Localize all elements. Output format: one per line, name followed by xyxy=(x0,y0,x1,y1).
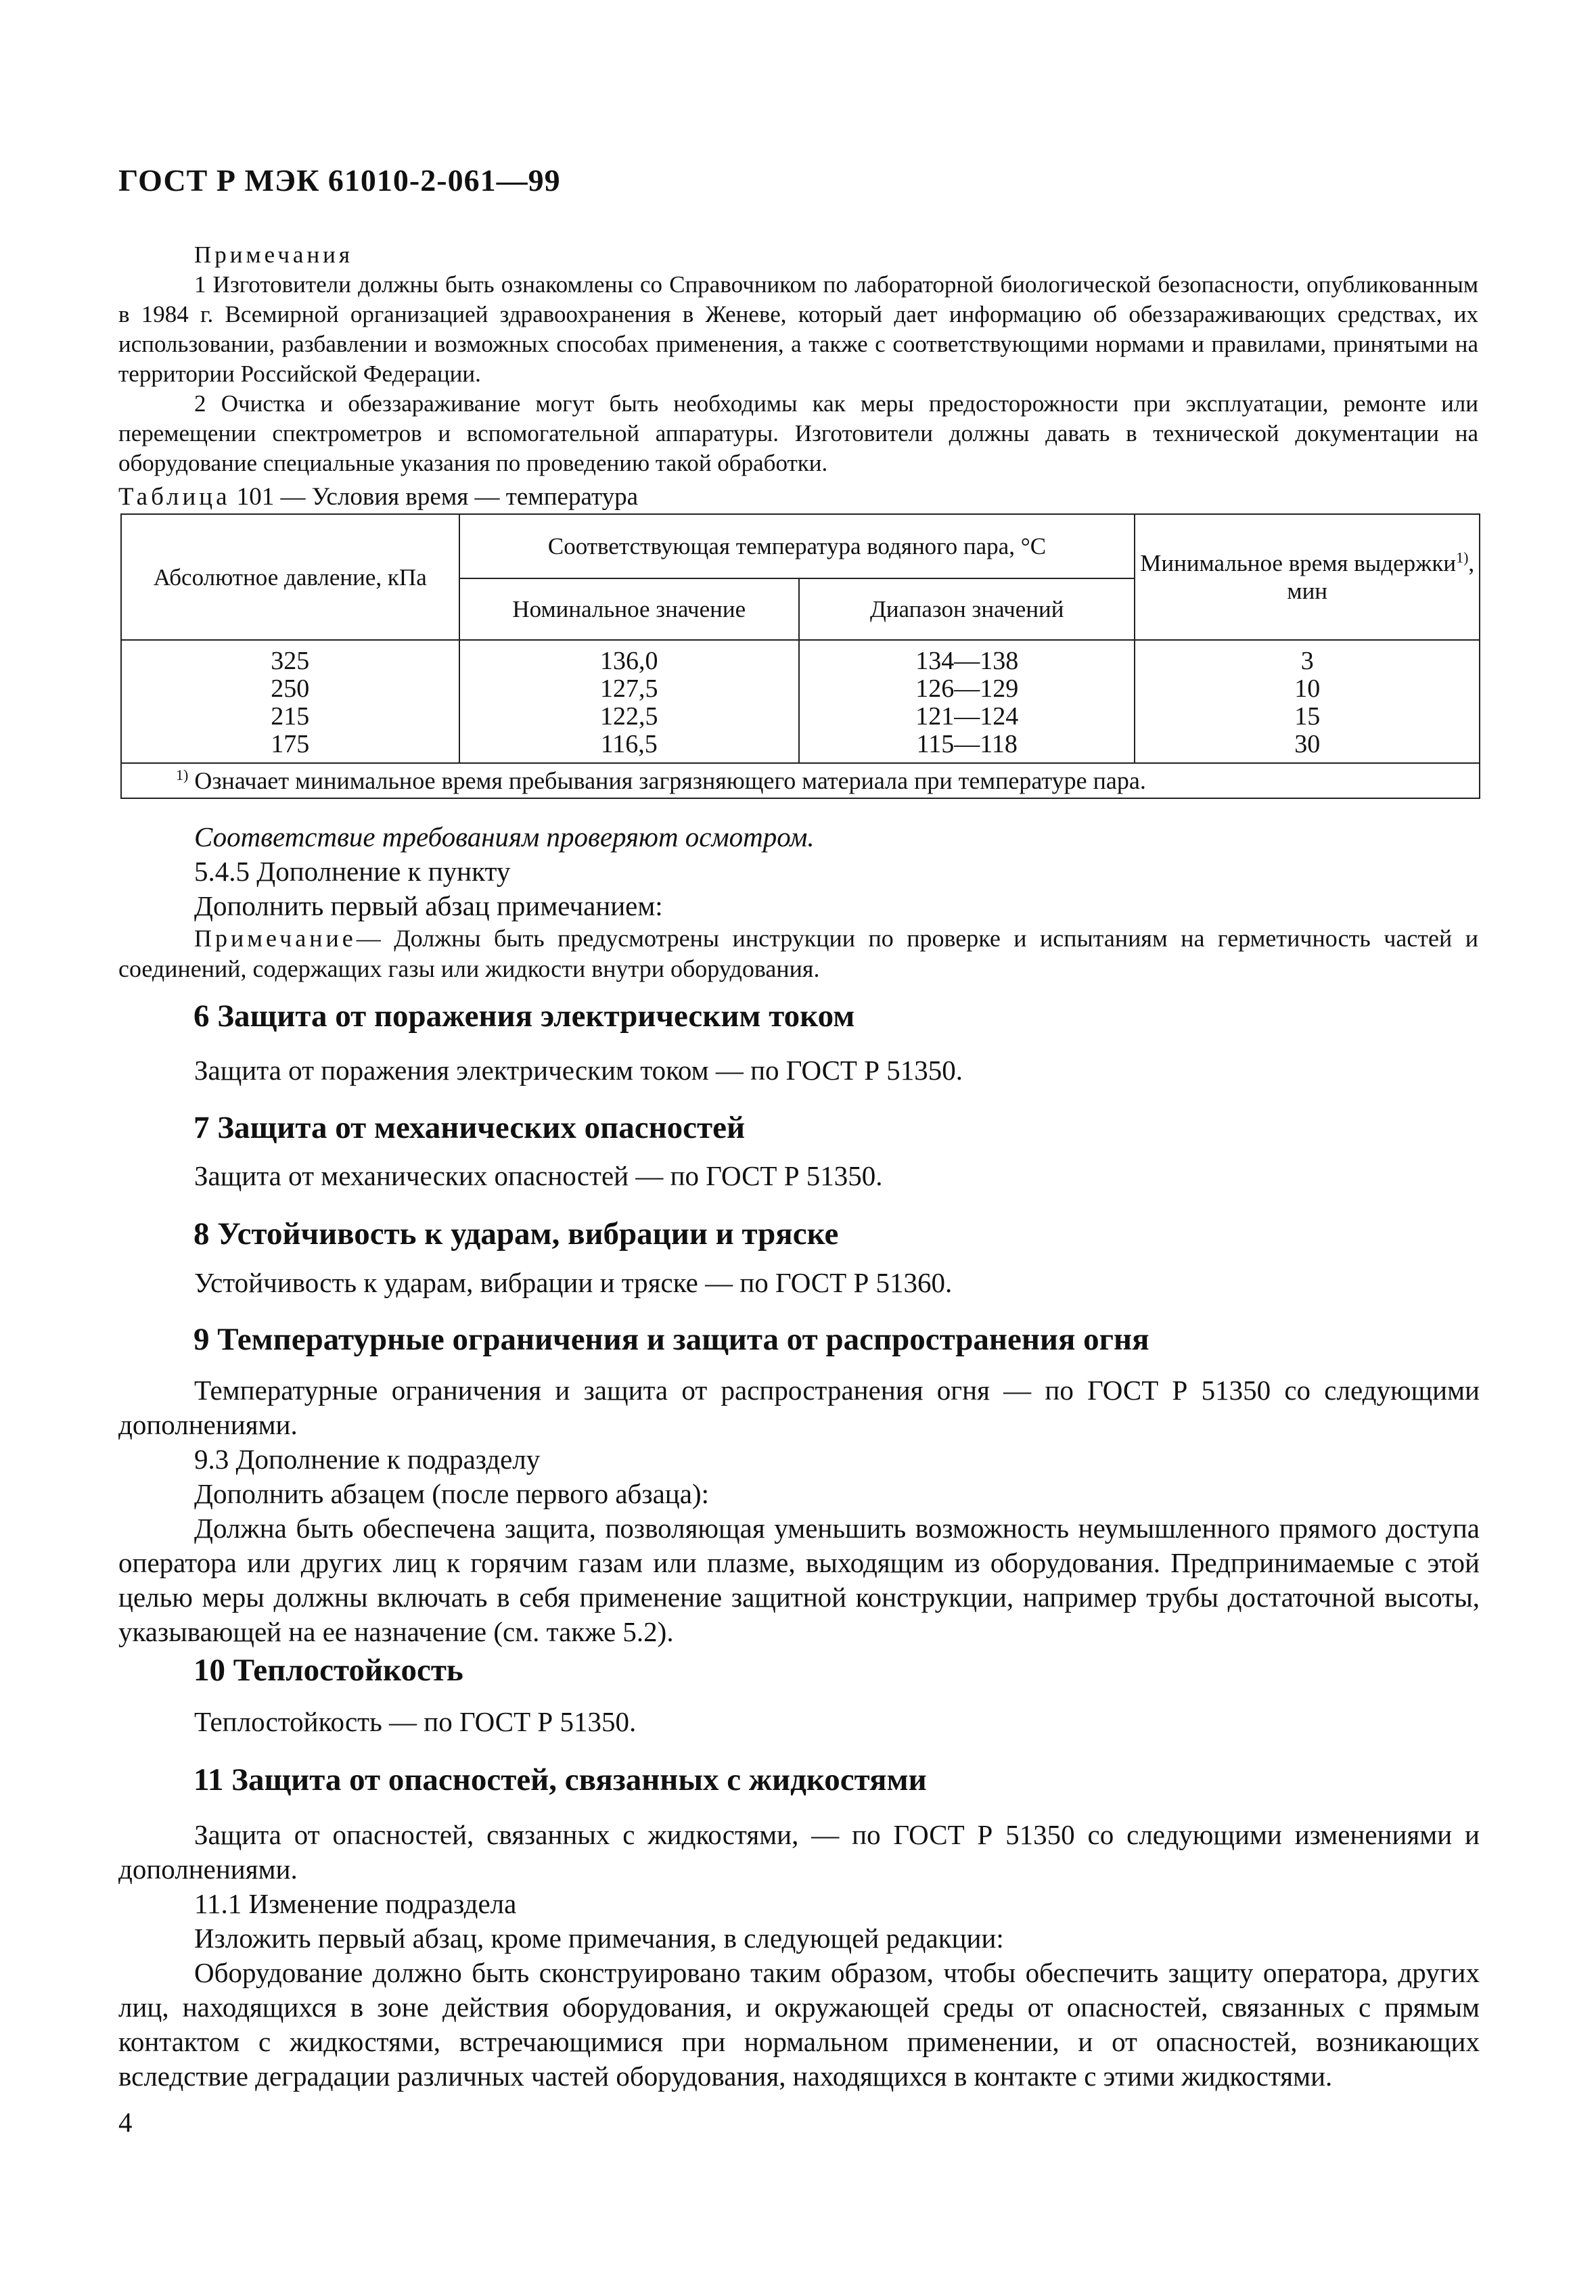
table-caption xyxy=(118,482,638,511)
header-temp-group: Соответствующая температура водяного пара, °С xyxy=(459,514,1135,578)
header-pressure: Абсолютное давление, кПа xyxy=(121,514,459,640)
section-8-text: Устойчивость к ударам, вибрации и тряске — по ГОСТ Р 51360. xyxy=(194,1267,953,1298)
section-11-title: 11 Защита от опасностей, связанных с жидкостями xyxy=(193,1762,927,1797)
clause-11-1-para: Оборудование должно быть сконструировано таким образом, чтобы обеспечить защиту оператора, других лиц, находящихся в зоне действия оборудования, и окружающей среды от опасностей, связанных с прямым контактом с жидкостями, встречающимися при нормальном применении, и от опасностей, возникающих вследствие деградации различных частей оборудования, находящихся в контакте с этими жидкостями. xyxy=(118,1957,1480,2092)
header-time xyxy=(1135,514,1480,640)
clause-11-1: 11.1 Изменение подраздела xyxy=(194,1888,517,1919)
section-11-text: Защита от опасностей, связанных с жидкостями, — по ГОСТ Р 51350 со следующими изменениями и дополнениями. xyxy=(118,1819,1480,1885)
clause-9-3: 9.3 Дополнение к подразделу xyxy=(194,1444,541,1475)
note-item-2: 2 Очистка и обеззараживание могут быть необходимы как меры предосторожности при эксплуатации, ремонте или перемещении спектрометров и вспомогательной аппаратуры. Изготовители должны давать в технической документации на оборудование специальные указания по проведению такой обработки. xyxy=(118,390,1478,476)
note-label: Примечание xyxy=(194,925,357,952)
clause-545: 5.4.5 Дополнение к пункту xyxy=(194,856,511,887)
section-7-text: Защита от механических опасностей — по ГОСТ Р 51350. xyxy=(194,1160,883,1191)
footnote-mark: 1) xyxy=(176,766,189,783)
range-cell: 134—138 126—129 121—124 115—118 xyxy=(799,640,1135,763)
notes-block xyxy=(118,240,1478,478)
note-text: — Должны быть предусмотрены инструкции по проверке и испытаниям на герметичность частей и соединений, содержащих газы или жидкости внутри оборудования. xyxy=(118,925,1478,982)
section-8-title: 8 Устойчивость к ударам, вибрации и тряске xyxy=(193,1216,839,1252)
header-time-main: Минимальное время выдержки xyxy=(1140,550,1457,576)
section-10-text: Теплостойкость — по ГОСТ Р 51350. xyxy=(194,1706,637,1737)
pressure-cell: 325 250 215 175 xyxy=(121,640,459,763)
table-caption-text: 101 — Условия время — температура xyxy=(236,483,639,511)
document-header: ГОСТ Р МЭК 61010-2-061—99 xyxy=(118,163,561,198)
header-time-sup: 1) xyxy=(1456,549,1469,566)
table-caption-label: Таблица xyxy=(118,483,231,511)
section-9-title: 9 Температурные ограничения и защита от распространения огня xyxy=(193,1322,1149,1357)
clause-9-3-para: Должна быть обеспечена защита, позволяющая уменьшить возможность неумышленного прямого доступа оператора или других лиц к горячим газам или плазме, выходящим из оборудования. Предпринимаемые с этой целью меры должны включать в себя применение защитной конструкции, например трубы достаточной высоты, указывающей на ее назначение (см. также 5.2). xyxy=(118,1513,1480,1647)
time-temperature-table xyxy=(120,513,1480,799)
section-10-title: 10 Теплостойкость xyxy=(193,1653,463,1688)
section-7-title: 7 Защита от механических опасностей xyxy=(193,1110,746,1145)
header-time-unit: , мин xyxy=(1287,550,1475,604)
header-range: Диапазон значений xyxy=(799,578,1135,640)
clause-9-3-add: Дополнить абзацем (после первого абзаца): xyxy=(194,1478,709,1509)
table-footnote xyxy=(121,763,1480,798)
note-545 xyxy=(118,923,1478,984)
header-nominal: Номинальное значение xyxy=(459,578,800,640)
page-number: 4 xyxy=(118,2107,133,2138)
section-11-block xyxy=(118,1818,1480,2094)
notes-title: Примечания xyxy=(194,242,354,268)
clause-11-1-add: Изложить первый абзац, кроме примечания, в следующей редакции: xyxy=(194,1923,1004,1954)
time-cell: 3 10 15 30 xyxy=(1135,640,1480,763)
section-6-title: 6 Защита от поражения электрическим током xyxy=(193,998,855,1034)
section-9-block xyxy=(118,1373,1480,1649)
clause-545-add: Дополнить первый абзац примечанием: xyxy=(194,890,663,921)
note-item-1: 1 Изготовители должны быть ознакомлены со Справочником по лабораторной биологической безопасности, опубликованным в 1984 г. Всемирной организацией здравоохранения в Женеве, который дает информацию об обеззараживающих средствах, их использовании, разбавлении и возможных способах применения, а также с соответствующими нормами и правилами, принятыми на территории Российской Федерации. xyxy=(118,271,1478,387)
nominal-cell: 136,0 127,5 122,5 116,5 xyxy=(459,640,800,763)
section-6-text: Защита от поражения электрическим током — по ГОСТ Р 51350. xyxy=(194,1055,963,1086)
footnote-text: Означает минимальное время пребывания загрязняющего материала при температуре пара. xyxy=(188,766,1146,794)
table-data-row xyxy=(121,640,1480,763)
after-table-block xyxy=(118,820,1480,923)
section-9-text: Температурные ограничения и защита от распространения огня — по ГОСТ Р 51350 со следующими дополнениями. xyxy=(118,1375,1480,1440)
compliance-text: Соответствие требованиям проверяют осмотром. xyxy=(194,821,815,852)
